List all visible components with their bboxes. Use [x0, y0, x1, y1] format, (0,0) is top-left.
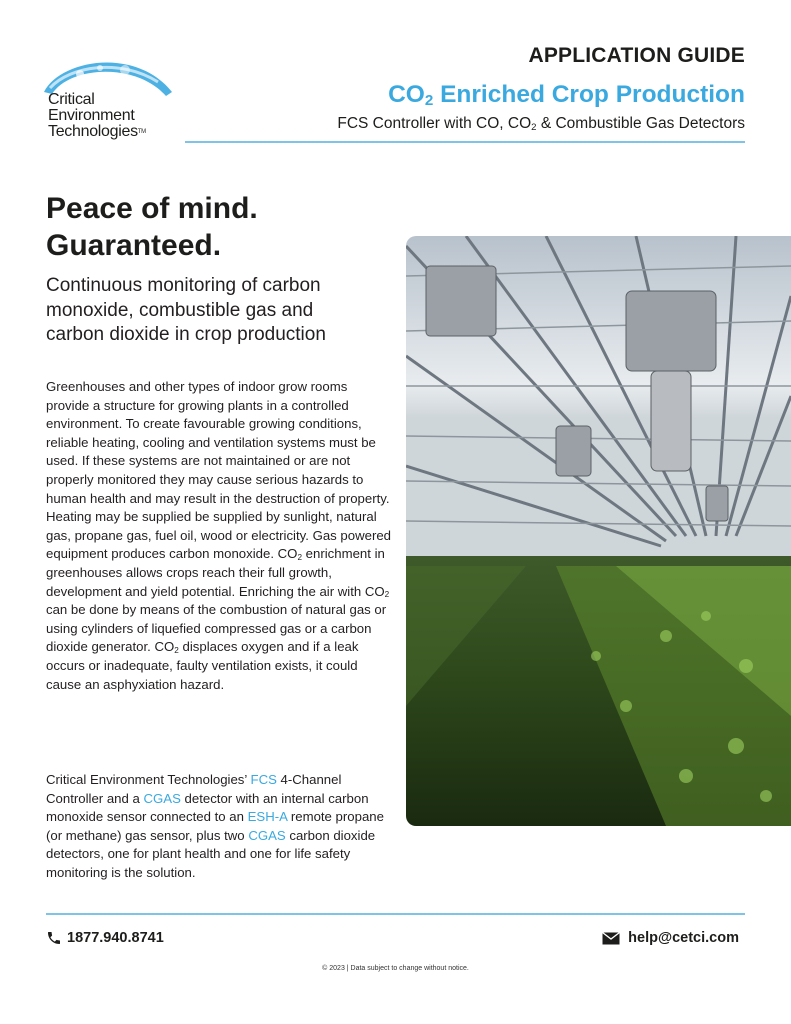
cgas-product-link[interactable]: CGAS: [143, 790, 181, 806]
logo-line-3: Technologies: [48, 123, 138, 140]
logo-line-2: Environment: [48, 107, 135, 124]
headline-line-2: Guaranteed.: [46, 229, 222, 262]
phone-contact[interactable]: [46, 930, 164, 946]
logo-trademark: TM: [137, 129, 146, 135]
esh-a-product-link[interactable]: ESH-A: [247, 809, 288, 825]
phone-number: 1877.940.8741: [67, 930, 164, 946]
subheadline: [46, 274, 376, 348]
email-address: help@cetci.com: [628, 930, 739, 946]
header-divider: [185, 141, 745, 143]
headline-line-1: Peace of mind.: [46, 192, 258, 225]
headline: [46, 190, 258, 264]
footer-divider: [46, 913, 745, 915]
envelope-icon: [602, 932, 620, 945]
subheadline-line-3: carbon dioxide in crop production: [46, 324, 326, 345]
document-type-label: APPLICATION GUIDE: [528, 44, 745, 67]
page-title: $CO_2$ Enriched Crop Production: [388, 81, 745, 110]
subheadline-line-1: Continuous monitoring of carbon: [46, 275, 321, 296]
company-logo: [40, 52, 190, 152]
solution-paragraph: Critical Environment Technologies’ FCS 4-Channel Controller and a CGAS detector with an internal carbon monoxide sensor connected to an ESH-A remote propane (or methane) gas sensor, plus two CGAS carbon dioxide detectors, one for plant health and one for life safety monitoring is the solution.: [46, 772, 384, 880]
cgas-product-link-2[interactable]: CGAS: [248, 827, 286, 843]
subheadline-line-2: monoxide, combustible gas and: [46, 299, 314, 321]
intro-paragraph: Greenhouses and other types of indoor grow rooms provide a structure for growing plants in a controlled environment. To create favourable growing conditions, reliable heating, cooling and ventilation systems must be used. If these systems are not maintained or are not properly monitored they may cause serious hazards to human health and may result in the destruction of property. Heating may be supplied be supplied by sunlight, natural gas, propane gas, fuel oil, wood or electricity. Gas powered equipment produces carbon monoxide. $CO_2$ enrichment in greenhouses allows crops reach their full growth, development and yield potential. Enriching the air with $CO_2$ can be done by means of the combustion of natural gas or using cylinders of liquefied compressed gas or a carbon dioxide generator. $CO_2$ displaces oxygen and if a leak occurs or inadequate, faulty ventilation exists, it could cause an asphyxiation hazard.: [46, 379, 392, 692]
fcs-product-link[interactable]: FCS: [250, 772, 277, 787]
page-subtitle: FCS Controller with CO, $CO_2$ & Combustible Gas Detectors: [337, 115, 745, 133]
logo-line-1: Critical: [48, 91, 95, 108]
greenhouse-photo: [406, 236, 791, 826]
phone-icon: [46, 930, 62, 946]
copyright-notice: © 2023 | Data subject to change without notice.: [322, 965, 469, 972]
email-contact[interactable]: [602, 930, 739, 946]
